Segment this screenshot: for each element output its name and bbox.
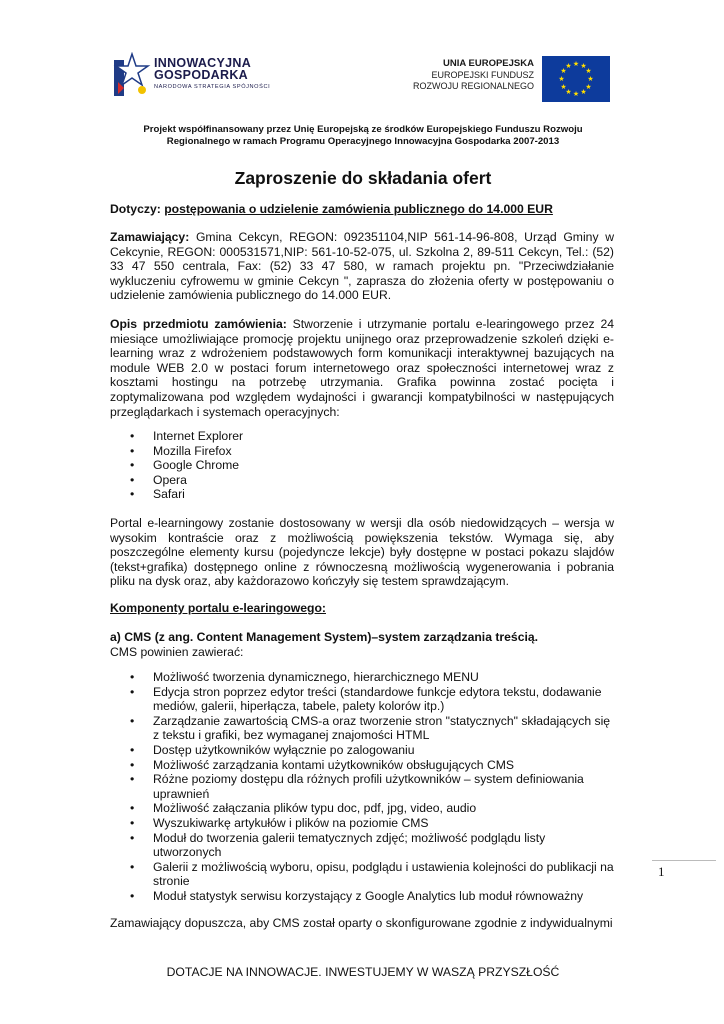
cms-intro: CMS powinien zawierać: [110,644,244,659]
list-item: • Edycja stron poprzez edytor treści (standardowe funkcje edytora tekstu, dodawanie mediów, galerii, hiperłącza, tabele, palety kolorów itp.) [130,684,602,714]
komponenty-heading: Komponenty portalu e-learingowego: [110,601,326,615]
project-header-line1: Projekt współfinansowany przez Unię Europejską ze środków Europejskiego Funduszu Rozwoju [143,124,583,135]
opis-paragraph [110,317,614,419]
list-item: • Wyszukiwarkę artykułów i plików na poziomie CMS [130,815,429,830]
svg-text:★: ★ [558,75,565,83]
svg-text:★: ★ [580,88,587,96]
eu-flag-icon [542,56,610,102]
page-title: Zaproszenie do składania ofert [234,168,492,188]
logo-left-line1: INNOWACYJNA [154,56,252,70]
zamawiajacy-text: Gmina Cekcyn, REGON: 092351104,NIP 561-14-96-808, Urząd Gminy w Cekcynie, REGON: 000531571,NIP: 561-10-52-075, ul. Szkolna 2, 89-511 Cekcyn, Tel.: (52) 33 47 550 centrala, Fax: (52) 33 47 580, w ramach projektu pn. "Przeciwdziałanie wykluczeniu cyfrowemu w gminie Cekcyn ", zaprasza do złożenia oferty w postępowaniu o udzielenie zamówienia publicznego do 14.000 EUR. [110,230,614,303]
svg-text:★: ★ [560,83,567,91]
list-item: • Internet Explorer [130,429,244,443]
list-item: • Mozilla Firefox [130,443,232,458]
svg-text:★: ★ [560,67,567,75]
list-item: • Moduł do tworzenia galerii tematycznych zdjęć; możliwość podglądu listy utworzonych [130,830,546,860]
list-item: • Możliwość załączania plików typu doc, pdf, jpg, video, audio [130,801,477,816]
svg-text:★: ★ [572,60,580,68]
logo-star-emblem-icon [112,52,152,100]
last-paragraph-line: Zamawiający dopuszcza, aby CMS został oparty o skonfigurowane zgodnie z indywidualnymi [110,916,613,930]
eu-line3: ROZWOJU REGIONALNEGO [412,81,534,91]
dotyczy-paragraph [110,202,614,217]
svg-text:★: ★ [572,90,580,98]
eu-logo-text [400,58,534,92]
list-item: • Możliwość zarządzania kontami użytkowników obsługujących CMS [130,757,515,772]
svg-text:★: ★ [565,62,572,70]
cms-feature-list [110,670,616,904]
opis-text: Stworzenie i utrzymanie portalu e-learingowego przez 24 miesiące umożliwiające promocję projektu unijnego oraz przeprowadzenie szkoleń dzięki e-learning wraz z wdrożeniem podstawowych form komunikacji interaktywnej bazujących na module WEB 2.0 w postaci forum internetowego oraz społeczności internetowej wraz z kosztami hostingu na potrzebę utrzymania. Grafika powinna zostać pocięta i zoptymalizowana pod względem wydajności i gwarancji kompatybilności w następujących przeglądarkach i systemach operacyjnych: [110,317,614,419]
dotyczy-label: Dotyczy: [110,202,161,216]
list-item: • Różne poziomy dostępu dla różnych profili użytkowników – system definiowania uprawnień [130,772,584,801]
page-number: 1 [658,864,665,879]
logo-left-line2: GOSPODARKA [154,68,248,82]
cms-section [110,630,614,659]
list-item: • Moduł statystyk serwisu korzystający z Google Analytics lub moduł równoważny [130,888,584,903]
footer-slogan: DOTACJE NA INNOWACJE. INWESTUJEMY W WASZĄ PRZYSZŁOŚĆ [166,965,560,979]
list-item: • Zarządzanie zawartością CMS-a oraz tworzenie stron "statycznych" składających się z tekstu i grafiki, bez wymaganej znajomości HTML [130,713,611,743]
project-header [110,124,616,147]
svg-text:★: ★ [585,83,592,91]
svg-text:★: ★ [585,67,592,75]
list-item: • Safari [130,487,185,502]
list-item: • Dostęp użytkowników wyłącznie po zalogowaniu [130,742,415,757]
svg-text:★: ★ [565,88,572,96]
eu-line2: EUROPEJSKI FUNDUSZ [431,70,534,80]
eu-line1: UNIA EUROPEJSKA [443,58,534,69]
cms-heading: a) CMS (z ang. Content Management System)–system zarządzania treścią. [110,630,539,644]
dotyczy-text: postępowania o udzielenie zamówienia publicznego do 14.000 EUR [164,202,553,216]
opis-label: Opis przedmiotu zamówienia: [110,317,287,331]
list-item: • Google Chrome [130,458,240,473]
page-number-divider [652,860,716,861]
portal-paragraph: Portal e-learningowy zostanie dostosowany w wersji dla osób niedowidzących – wersja w wysokim kontraście oraz z możliwością powiększenia tekstów. Wymaga się, aby poszczególne elementy kursu (pojedyncze lekcje) były dostępne w postaci pokazu slajdów (tekst+grafika) dostępnego online z równoczesną możliwością wygenerowania i pobrania pliku na dysk oraz, aby każdorazowo kończyły się testem sprawdzającym. [110,516,614,589]
svg-text:★: ★ [587,75,594,83]
list-item: • Opera [130,472,187,487]
logo-left-line3: NARODOWA STRATEGIA SPÓJNOŚCI [154,84,271,90]
list-item: • Galerii z możliwością wyboru, opisu, podglądu i ustawienia kolejności do publikacji na stronie [130,859,614,889]
svg-text:★: ★ [580,62,587,70]
browser-list [110,429,616,502]
innowacyjna-gospodarka-logo [112,52,272,102]
zamawiajacy-paragraph [110,230,614,303]
zamawiajacy-label: Zamawiający: [110,230,190,244]
project-header-line2: Regionalnego w ramach Programu Operacyjnego Innowacyjna Gospodarka 2007-2013 [166,135,560,147]
eu-stars-icon [542,56,610,102]
list-item: • Możliwość tworzenia dynamicznego, hierarchicznego MENU [130,670,479,684]
